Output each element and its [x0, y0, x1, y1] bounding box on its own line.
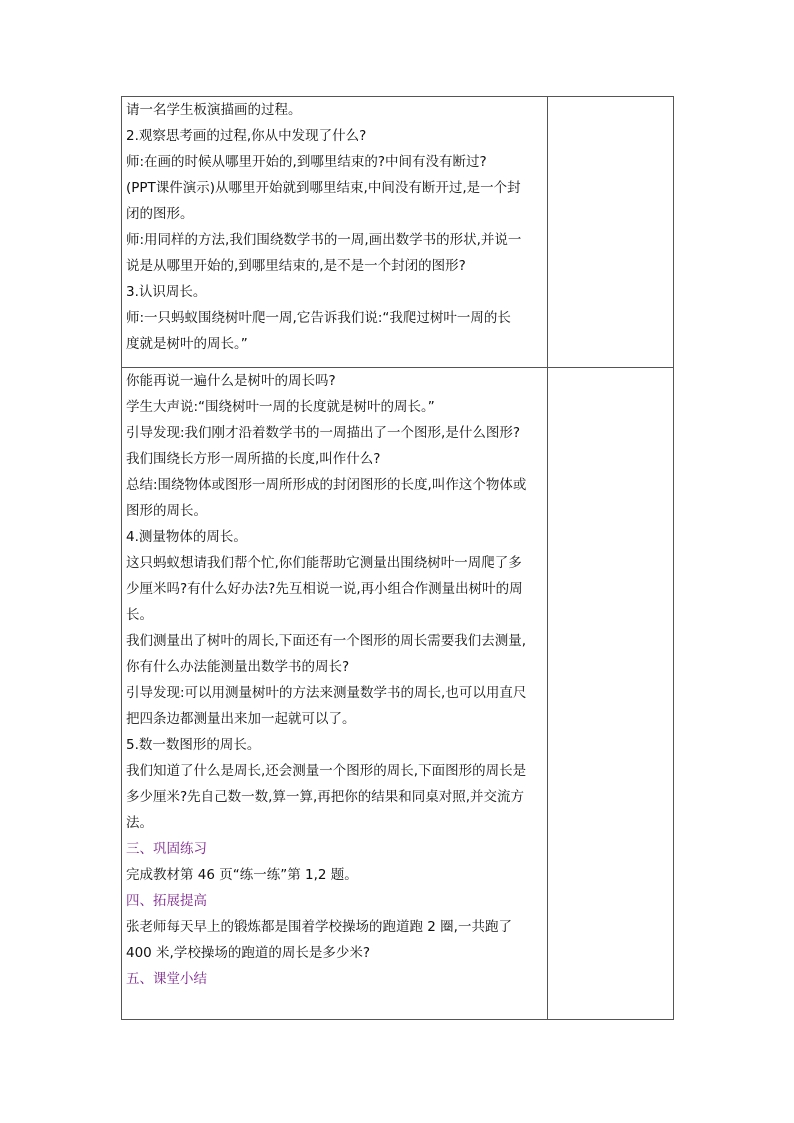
lesson-content-cell — [122, 368, 548, 1020]
text-line: 2.观察思考画的过程,你从中发现了什么? — [126, 128, 367, 144]
text-line: 闭的图形。 — [126, 206, 194, 222]
text-line: 把四条边都测量出来加一起就可以了。 — [126, 711, 356, 727]
text-line: 长。 — [126, 607, 153, 623]
text-line: 多少厘米?先自己数一数,算一算,再把你的结果和同桌对照,并交流方 — [126, 789, 525, 805]
text-line: 图形的周长。 — [126, 503, 207, 519]
lesson-plan-table — [121, 96, 674, 1020]
notes-cell — [548, 368, 674, 1020]
text-line: 师:一只蚂蚁围绕树叶爬一周,它告诉我们说:“我爬过树叶一周的长 — [126, 310, 511, 326]
section-heading: 三、巩固练习 — [126, 841, 207, 857]
text-line: 你有什么办法能测量出数学书的周长? — [126, 659, 350, 675]
section-heading: 四、拓展提高 — [126, 893, 207, 909]
text-line: 4.测量物体的周长。 — [126, 529, 247, 545]
table-row — [122, 97, 674, 368]
notes-cell — [548, 97, 674, 368]
text-line: 引导发现:可以用测量树叶的方法来测量数学书的周长,也可以用直尺 — [126, 685, 527, 701]
text-line: 度就是树叶的周长。” — [126, 336, 248, 352]
text-line: 完成教材第 46 页“练一练”第 1,2 题。 — [126, 867, 358, 883]
text-line: 我们测量出了树叶的周长,下面还有一个图形的周长需要我们去测量, — [126, 633, 527, 649]
text-line: 400 米,学校操场的跑道的周长是多少米? — [126, 945, 371, 961]
lesson-content-cell — [122, 97, 548, 368]
text-line: (PPT课件演示)从哪里开始就到哪里结束,中间没有断开过,是一个封 — [126, 180, 521, 196]
text-line: 总结:围绕物体或图形一周所形成的封闭图形的长度,叫作这个物体或 — [126, 477, 527, 493]
text-line: 你能再说一遍什么是树叶的周长吗? — [126, 373, 336, 389]
text-line: 学生大声说:“围绕树叶一周的长度就是树叶的周长。” — [126, 399, 435, 415]
text-line: 说是从哪里开始的,到哪里结束的,是不是一个封闭的图形? — [126, 258, 466, 274]
table-row — [122, 368, 674, 1020]
text-line: 引导发现:我们刚才沿着数学书的一周描出了一个图形,是什么图形? — [126, 425, 521, 441]
text-line: 这只蚂蚁想请我们帮个忙,你们能帮助它测量出围绕树叶一周爬了多 — [126, 555, 522, 571]
text-line: 我们围绕长方形一周所描的长度,叫作什么? — [126, 451, 381, 467]
text-line: 师:在画的时候从哪里开始的,到哪里结束的?中间有没有断过? — [126, 154, 487, 170]
text-line: 5.数一数图形的周长。 — [126, 737, 261, 753]
text-line: 请一名学生板演描画的过程。 — [126, 102, 302, 118]
text-line: 师:用同样的方法,我们围绕数学书的一周,画出数学书的形状,并说一 — [126, 232, 522, 248]
text-line: 3.认识周长。 — [126, 284, 207, 300]
text-line: 法。 — [126, 815, 153, 831]
text-line: 张老师每天早上的锻炼都是围着学校操场的跑道跑 2 圈,一共跑了 — [126, 919, 512, 935]
section-heading: 五、课堂小结 — [126, 971, 207, 987]
text-line: 少厘米吗?有什么好办法?先互相说一说,再小组合作测量出树叶的周 — [126, 581, 523, 597]
text-line: 我们知道了什么是周长,还会测量一个图形的周长,下面图形的周长是 — [126, 763, 527, 779]
